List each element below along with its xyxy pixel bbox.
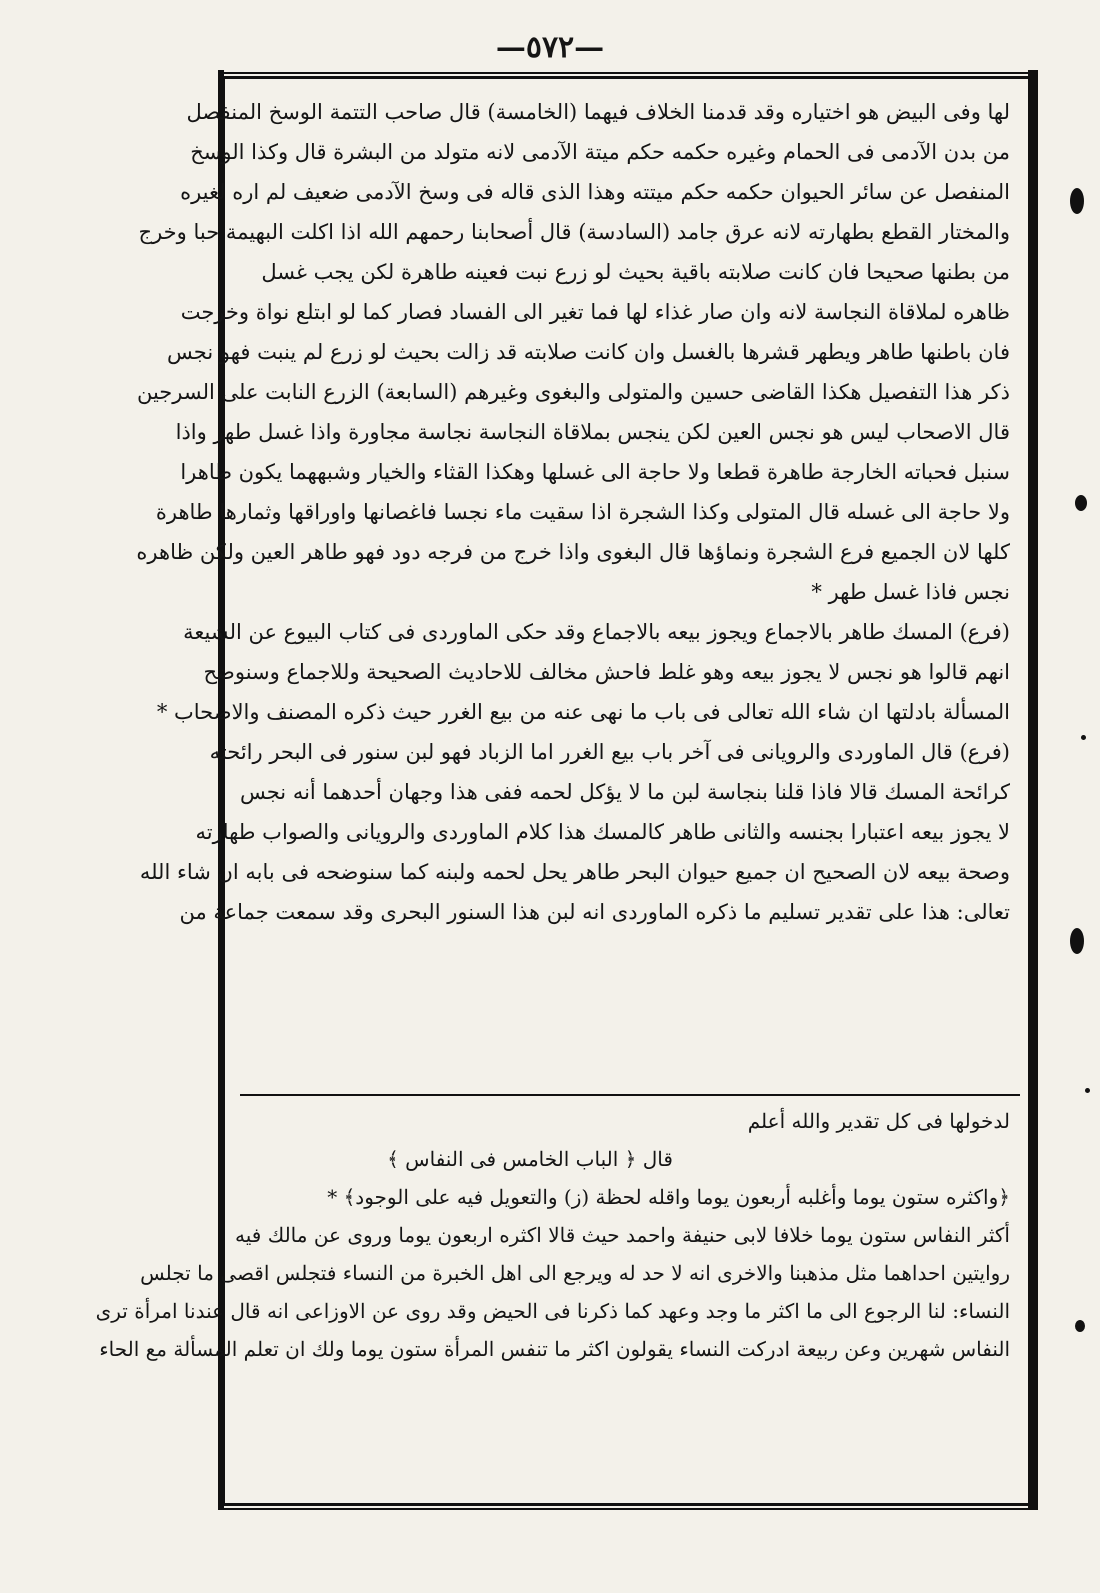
quoted-text: ﴿واكثره ستون يوما وأغلبه أربعون يوما واقله لحظة (ز) والتعويل فيه على الوجود﴾ * <box>327 1185 1010 1209</box>
page-number: —٥٧٢— <box>495 30 605 65</box>
text-line: (فرع) قال الماوردى والرويانى فى آخر باب بيع الغرر اما الزباد فهو لبن سنور فى البحر رائحته <box>209 740 1010 764</box>
closing-line: لدخولها فى كل تقدير والله أعلم <box>747 1109 1010 1133</box>
text-line: ولا حاجة الى غسله قال المتولى وكذا الشجرة اذا سقيت ماء نجسا فاغصانها واوراقها وثمارها طاهرة <box>155 500 1010 524</box>
text-line: أكثر النفاس ستون يوما خلافا لابى حنيفة واحمد حيث قالا اكثره اربعون يوما وروى عن مالك فيه <box>235 1223 1010 1247</box>
text-line: انهم قالوا هو نجس لا يجوز بيعه وهو غلط فاحش مخالف للاحاديث الصحيحة وللاجماع وسنوضح <box>203 660 1010 684</box>
section-divider <box>240 1094 1020 1096</box>
text-line: (فرع) المسك طاهر بالاجماع ويجوز بيعه بالاجماع وقد حكى الماوردى فى كتاب البيوع عن الشيعة <box>183 620 1010 644</box>
lower-text <box>95 1102 1010 1368</box>
chapter-heading: قال ﴿ الباب الخامس فى النفاس ﴾ <box>387 1147 673 1171</box>
text-line: النفاس شهرين وعن ربيعة ادركت النساء يقولون اكثر ما تنفس المرأة ستون يوما ولك ان تعلم المسألة مع الحاء <box>99 1337 1010 1361</box>
text-line: كلها لان الجميع فرع الشجرة ونماؤها قال البغوى واذا خرج من فرجه دود فهو طاهر العين ولكن ظاهره <box>136 540 1010 564</box>
text-line: قال الاصحاب ليس هو نجس العين لكن ينجس بملاقاة النجاسة نجاسة مجاورة واذا غسل طهر واذا <box>175 420 1010 444</box>
main-text <box>136 92 1010 932</box>
text-line: لا يجوز بيعه اعتبارا بجنسه والثانى طاهر كالمسك هذا كلام الماوردى والرويانى والصواب طهارته <box>195 820 1010 844</box>
text-line: وصحة بيعه لان الصحيح ان جميع حيوان البحر طاهر يحل لحمه ولبنه كما سنوضحه فى بابه ان شاء الله <box>139 860 1010 884</box>
text-line: كرائحة المسك قالا فاذا قلنا بنجاسة لبن ما لا يؤكل لحمه ففى هذا وجهان أحدهما أنه نجس <box>239 780 1010 804</box>
text-line: لها وفى البيض هو اختياره وقد قدمنا الخلاف فيهما (الخامسة) قال صاحب التتمة الوسخ المنفصل <box>186 100 1010 124</box>
text-line: النساء: لنا الرجوع الى ما اكثر ما وجد وعهد كما ذكرنا فى الحيض وقد روى عن الاوزاعى انه قال عندنا امرأة ترى <box>95 1299 1010 1323</box>
text-line: تعالى: هذا على تقدير تسليم ما ذكره الماوردى انه لبن هذا السنور البحرى وقد سمعت جماعة من <box>179 900 1010 924</box>
text-line: ذكر هذا التفصيل هكذا القاضى حسين والمتولى والبغوى وغيرهم (السابعة) الزرع النابت على السرجين <box>136 380 1010 404</box>
margin-mark <box>1070 188 1084 214</box>
margin-mark <box>1075 495 1087 511</box>
text-line: سنبل فحباته الخارجة طاهرة قطعا ولا حاجة الى غسلها وهكذا القثاء والخيار وشبههما يكون طاهرا <box>180 460 1010 484</box>
text-line: نجس فاذا غسل طهر * <box>811 580 1010 604</box>
text-line: روايتين احداهما مثل مذهبنا والاخرى انه لا حد له ويرجع الى اهل الخبرة من النساء فتجلس اقصى ما تجلس <box>140 1261 1010 1285</box>
margin-mark <box>1070 928 1084 954</box>
text-line: فان باطنها طاهر ويطهر قشرها بالغسل وان كانت صلابته قد زالت بحيث لو زرع لم ينبت فهو نجس <box>167 340 1010 364</box>
frame-right-rule <box>1028 70 1038 1510</box>
text-line: من بطنها صحيحا فان كانت صلابته باقية بحيث لو زرع نبت فعينه طاهرة لكن يجب غسل <box>261 260 1010 284</box>
margin-mark <box>1081 735 1086 740</box>
margin-mark <box>1075 1320 1085 1332</box>
text-line: والمختار القطع بطهارته لانه عرق جامد (السادسة) قال أصحابنا رحمهم الله اذا اكلت البهيمة حبا وخرج <box>138 220 1010 244</box>
text-line: ظاهره لملاقاة النجاسة لانه وان صار غذاء لها فما تغير الى الفساد فصار كما لو ابتلع نواة وخرجت <box>180 300 1010 324</box>
text-line: من بدن الآدمى فى الحمام وغيره حكمه حكم ميتة الآدمى لانه متولد من البشرة قال وكذا الوسخ <box>190 140 1010 164</box>
text-line: المنفصل عن سائر الحيوان حكمه حكم ميتته وهذا الذى قاله فى وسخ الآدمى ضعيف لم اره لغيره <box>180 180 1010 204</box>
text-line: المسألة بادلتها ان شاء الله تعالى فى باب ما نهى عنه من بيع الغرر حيث ذكره المصنف والاصحاب * <box>156 700 1010 724</box>
margin-mark <box>1085 1088 1090 1093</box>
